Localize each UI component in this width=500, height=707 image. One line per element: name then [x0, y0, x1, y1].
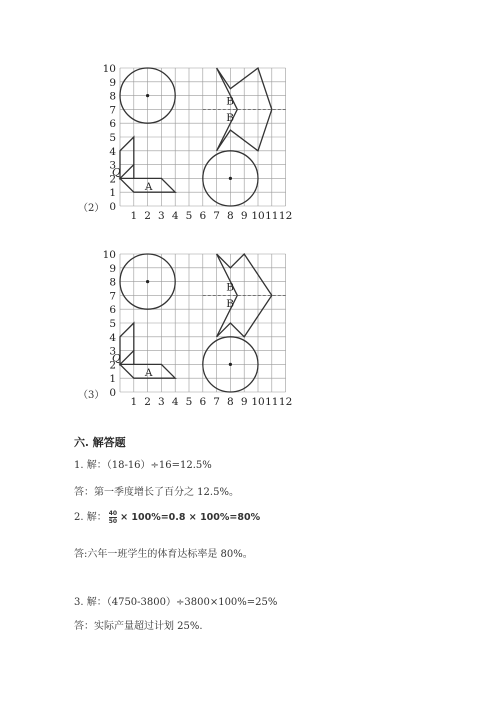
label-b-lower: B [226, 298, 234, 311]
q3-answer: 答：实际产量超过计划 25%. [74, 621, 203, 632]
x-tick-label: 11 [265, 210, 279, 222]
y-axis-ticks [103, 63, 117, 213]
x-tick-label: 12 [278, 396, 293, 408]
figure-label-2: （2） [78, 203, 105, 214]
y-tick-label: 0 [109, 387, 116, 399]
x-tick-label: 5 [185, 396, 193, 408]
q2-expression [74, 508, 260, 525]
y-tick-label: 3 [109, 159, 116, 172]
q1-answer: 答：第一季度增长了百分之 12.5%。 [74, 487, 239, 498]
grid-figure-3-svg [70, 244, 310, 409]
q2-fraction [109, 510, 117, 525]
x-tick-label: 1 [130, 210, 138, 222]
y-tick-label: 6 [109, 304, 116, 317]
x-tick-label: 4 [171, 396, 179, 408]
y-tick-label: 1 [109, 373, 116, 386]
y-tick-label: 2 [109, 173, 116, 186]
y-tick-label: 9 [109, 76, 116, 89]
x-tick-label: 3 [158, 210, 165, 222]
y-tick-label: 3 [109, 345, 116, 358]
upper-circle-center [146, 280, 149, 283]
x-tick-label: 2 [144, 210, 151, 222]
x-tick-label: 10 [251, 396, 265, 408]
x-tick-label: 7 [213, 210, 220, 222]
label-a: A [144, 367, 153, 380]
label-q: Q [112, 352, 121, 365]
x-axis-ticks [130, 210, 292, 222]
x-tick-label: 8 [227, 396, 234, 408]
figure-label-3: （3） [78, 390, 105, 401]
y-tick-label: 8 [109, 90, 116, 103]
x-tick-label: 1 [130, 396, 138, 408]
y-tick-label: 6 [109, 118, 116, 131]
y-tick-label: 5 [109, 318, 116, 330]
y-tick-label: 0 [109, 201, 116, 213]
y-tick-label: 4 [109, 145, 116, 158]
y-tick-label: 5 [109, 132, 116, 144]
y-tick-label: 8 [109, 276, 116, 289]
q2-answer: 答:六年一班学生的体育达标率是 80%。 [74, 549, 253, 560]
x-tick-label: 6 [199, 210, 207, 222]
label-a: A [144, 181, 153, 194]
q2-prefix: 2. 解： [74, 512, 107, 523]
x-tick-label: 3 [158, 396, 165, 408]
x-tick-label: 2 [144, 396, 151, 408]
y-tick-label: 4 [109, 331, 116, 344]
y-tick-label: 1 [109, 187, 116, 200]
y-tick-label: 9 [109, 262, 116, 275]
y-axis-ticks [103, 249, 117, 399]
x-tick-label: 4 [171, 210, 179, 222]
parallelogram-q [120, 323, 134, 364]
q2-numerator: 40 [108, 510, 118, 517]
x-tick-label: 12 [278, 210, 293, 222]
y-tick-label: 10 [102, 249, 116, 261]
label-b-lower: B [226, 112, 234, 125]
upper-circle-center [146, 94, 149, 97]
x-tick-label: 11 [265, 396, 279, 408]
q2-denominator: 50 [108, 518, 118, 525]
x-tick-label: 5 [185, 210, 193, 222]
y-tick-label: 7 [109, 104, 116, 117]
x-tick-label: 8 [227, 210, 234, 222]
q2-formula: × 100%=0.8 × 100%=80% [120, 512, 261, 523]
x-tick-label: 9 [240, 210, 248, 222]
grid-figure-2-svg [70, 58, 310, 223]
y-tick-label: 7 [109, 290, 116, 303]
label-q: Q [112, 166, 121, 179]
x-tick-label: 10 [251, 210, 265, 222]
label-b-upper: B [226, 281, 234, 294]
x-tick-label: 9 [240, 396, 248, 408]
q1-expression: 1. 解：（18-16）÷16=12.5% [74, 460, 212, 471]
y-tick-label: 2 [109, 359, 116, 372]
lower-circle-center [229, 363, 232, 366]
x-tick-label: 7 [213, 396, 220, 408]
x-tick-label: 6 [199, 396, 207, 408]
y-tick-label: 10 [102, 63, 116, 75]
lower-circle-center [229, 177, 232, 180]
label-b-upper: B [226, 95, 234, 108]
parallelogram-q [120, 137, 134, 178]
q3-expression: 3. 解：（4750-3800）÷3800×100%=25% [74, 597, 278, 608]
section-title: 六. 解答题 [74, 436, 126, 449]
grid-figure-2 [70, 58, 310, 223]
grid-figure-3 [70, 244, 310, 409]
x-axis-ticks [130, 396, 292, 408]
